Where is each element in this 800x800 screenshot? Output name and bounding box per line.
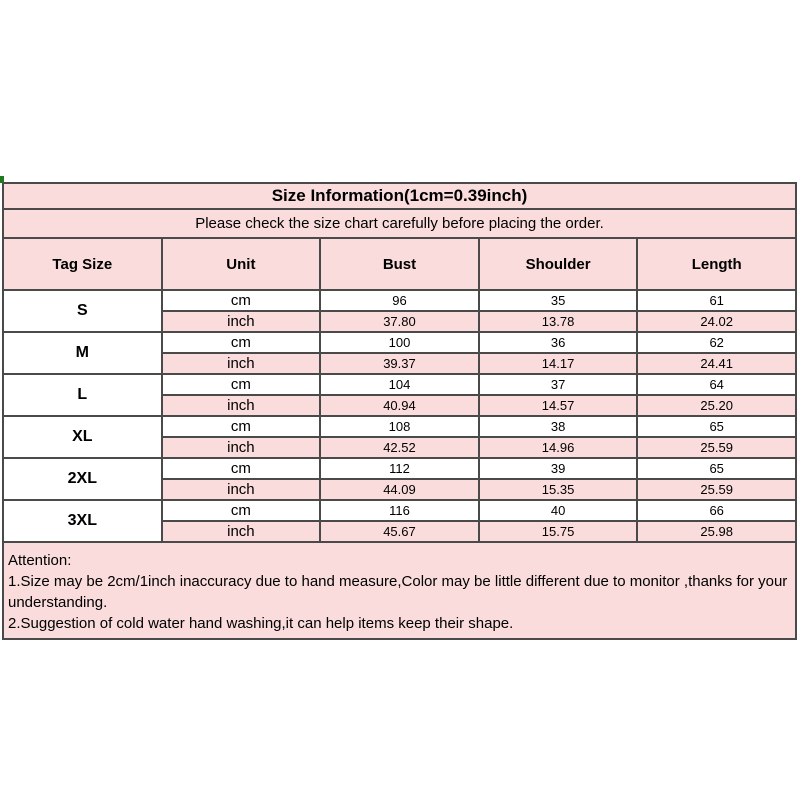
unit-label-cm: cm [162, 416, 321, 437]
tag-size-cell: L [3, 374, 162, 416]
measure-value-cell: 65 [637, 416, 796, 437]
measure-value-cell: 38 [479, 416, 638, 437]
measure-value-cell: 108 [320, 416, 479, 437]
measure-value-cell: 35 [479, 290, 638, 311]
measure-value-cell: 66 [637, 500, 796, 521]
measure-value-cell: 15.35 [479, 479, 638, 500]
column-header-tag-size: Tag Size [3, 238, 162, 290]
size-row-cm [3, 374, 796, 395]
subtitle-row [3, 209, 796, 238]
unit-label-inch: inch [162, 437, 321, 458]
corner-artifact [0, 176, 4, 183]
measure-value-cell: 40.94 [320, 395, 479, 416]
title-row [3, 183, 796, 209]
measure-value-cell: 44.09 [320, 479, 479, 500]
attention-cell [3, 542, 796, 639]
measure-value-cell: 24.02 [637, 311, 796, 332]
measure-value-cell: 61 [637, 290, 796, 311]
measure-value-cell: 42.52 [320, 437, 479, 458]
table-subtitle: Please check the size chart carefully before placing the order. [3, 209, 796, 238]
measure-value-cell: 112 [320, 458, 479, 479]
size-row-cm [3, 416, 796, 437]
measure-value-cell: 25.59 [637, 437, 796, 458]
unit-label-inch: inch [162, 395, 321, 416]
measure-value-cell: 39.37 [320, 353, 479, 374]
unit-label-cm: cm [162, 290, 321, 311]
unit-label-cm: cm [162, 500, 321, 521]
measure-value-cell: 25.98 [637, 521, 796, 542]
header-row [3, 238, 796, 290]
column-header-bust: Bust [320, 238, 479, 290]
size-row-cm [3, 332, 796, 353]
attention-row [3, 542, 796, 639]
unit-label-inch: inch [162, 311, 321, 332]
unit-label-inch: inch [162, 521, 321, 542]
tag-size-cell: 2XL [3, 458, 162, 500]
measure-value-cell: 116 [320, 500, 479, 521]
measure-value-cell: 40 [479, 500, 638, 521]
measure-value-cell: 25.59 [637, 479, 796, 500]
size-row-cm [3, 500, 796, 521]
measure-value-cell: 65 [637, 458, 796, 479]
unit-label-inch: inch [162, 353, 321, 374]
measure-value-cell: 14.17 [479, 353, 638, 374]
column-header-shoulder: Shoulder [479, 238, 638, 290]
measure-value-cell: 15.75 [479, 521, 638, 542]
measure-value-cell: 24.41 [637, 353, 796, 374]
measure-value-cell: 37 [479, 374, 638, 395]
tag-size-cell: M [3, 332, 162, 374]
table-title: Size Information(1cm=0.39inch) [3, 183, 796, 209]
measure-value-cell: 96 [320, 290, 479, 311]
measure-value-cell: 14.57 [479, 395, 638, 416]
attention-note-2: 2.Suggestion of cold water hand washing,it can help items keep their shape. [8, 615, 514, 632]
unit-label-cm: cm [162, 374, 321, 395]
size-row-cm [3, 458, 796, 479]
measure-value-cell: 13.78 [479, 311, 638, 332]
unit-label-cm: cm [162, 332, 321, 353]
measure-value-cell: 37.80 [320, 311, 479, 332]
attention-heading: Attention: [8, 552, 72, 569]
measure-value-cell: 62 [637, 332, 796, 353]
size-rows [3, 290, 796, 542]
measure-value-cell: 100 [320, 332, 479, 353]
unit-label-inch: inch [162, 479, 321, 500]
measure-value-cell: 64 [637, 374, 796, 395]
size-row-cm [3, 290, 796, 311]
attention-note-1: 1.Size may be 2cm/1inch inaccuracy due to hand measure,Color may be little different due to monitor ,thanks for your understanding. [8, 573, 788, 611]
size-chart-table [2, 182, 797, 640]
measure-value-cell: 36 [479, 332, 638, 353]
measure-value-cell: 14.96 [479, 437, 638, 458]
tag-size-cell: S [3, 290, 162, 332]
measure-value-cell: 104 [320, 374, 479, 395]
tag-size-cell: 3XL [3, 500, 162, 542]
measure-value-cell: 39 [479, 458, 638, 479]
measure-value-cell: 25.20 [637, 395, 796, 416]
unit-label-cm: cm [162, 458, 321, 479]
column-header-unit: Unit [162, 238, 321, 290]
measure-value-cell: 45.67 [320, 521, 479, 542]
column-header-length: Length [637, 238, 796, 290]
tag-size-cell: XL [3, 416, 162, 458]
